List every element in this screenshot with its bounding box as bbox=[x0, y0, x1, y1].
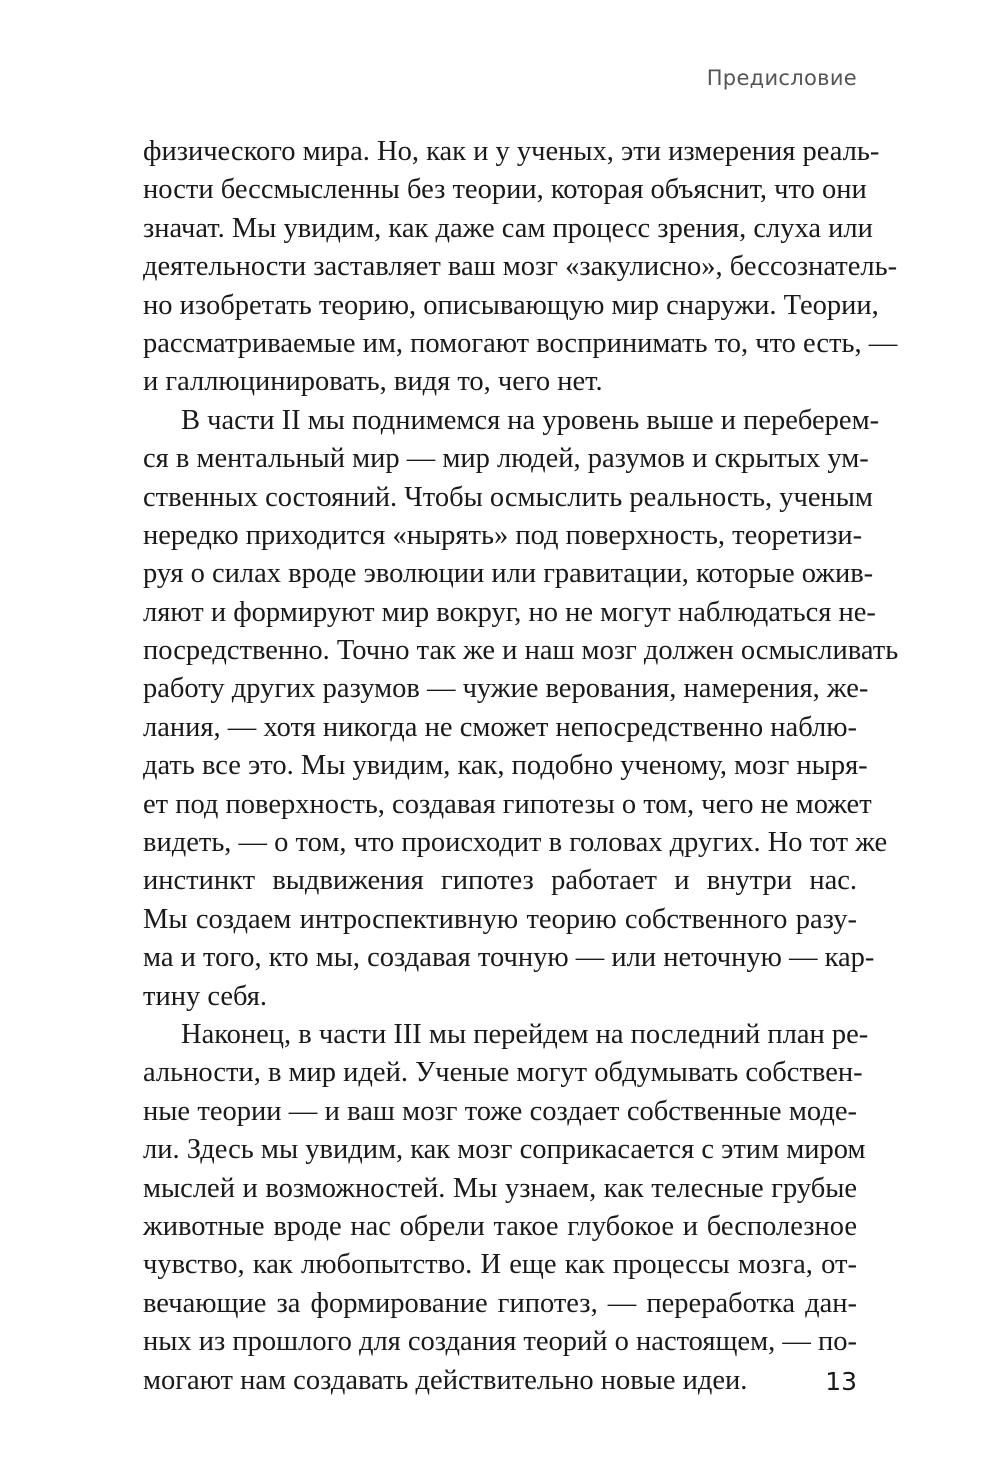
text-line: видеть, — о том, что происходит в головах других. Но тот же bbox=[143, 827, 888, 859]
text-line: альности, в мир идей. Ученые могут обдумывать собствен- bbox=[143, 1057, 863, 1089]
text-line: мыслей и возможностей. Мы узнаем, как телесные грубые bbox=[143, 1172, 857, 1204]
text-line: лания, — хотя никогда не сможет непосредственно наблю- bbox=[143, 711, 857, 743]
text-line: Наконец, в части III мы перейдем на последний план ре- bbox=[181, 1018, 869, 1050]
body-text bbox=[143, 133, 899, 1400]
text-line: ет под поверхность, создавая гипотезы о том, чего не может bbox=[143, 788, 872, 820]
text-line: ственных состояний. Чтобы осмыслить реальность, ученым bbox=[143, 481, 873, 513]
paragraph bbox=[143, 1016, 869, 1400]
text-line: дать все это. Мы увидим, как, подобно ученому, мозг ныря- bbox=[143, 750, 868, 782]
text-line: но изобретать теорию, описывающую мир снаружи. Теории, bbox=[143, 289, 879, 321]
running-head: Предисловие bbox=[706, 66, 857, 90]
text-line: В части II мы поднимемся на уровень выше и переберем- bbox=[181, 404, 880, 436]
text-line: ных из прошлого для создания теорий о настоящем, — по- bbox=[143, 1326, 857, 1358]
paragraph bbox=[143, 402, 899, 1016]
text-line: животные вроде нас обрели такое глубокое и бесполезное bbox=[143, 1210, 857, 1242]
text-line: могают нам создавать действительно новые идеи. bbox=[143, 1364, 748, 1396]
text-line: ности бессмысленны без теории, которая объяснит, что они bbox=[143, 174, 867, 206]
text-line: физического мира. Но, как и у ученых, эти измерения реаль- bbox=[143, 136, 880, 167]
text-line: деятельности заставляет ваш мозг «закулисно», бессознатель- bbox=[143, 251, 898, 283]
text-line: ные теории — и ваш мозг тоже создает собственные моде- bbox=[143, 1095, 857, 1127]
text-line: инстинкт выдвижения гипотез работает и внутри нас. bbox=[143, 865, 857, 897]
text-line: нередко приходится «нырять» под поверхность, теоретизи- bbox=[143, 519, 863, 551]
text-line: руя о силах вроде эволюции или гравитации, которые ожив- bbox=[143, 558, 874, 590]
text-line: ли. Здесь мы увидим, как мозг соприкасается с этим миром bbox=[143, 1134, 866, 1166]
text-line: чувство, как любопытство. И еще как процессы мозга, от- bbox=[143, 1249, 857, 1281]
text-line: ма и того, кто мы, создавая точную — или неточную — кар- bbox=[143, 942, 875, 974]
text-line: ся в ментальный мир — мир людей, разумов и скрытых ум- bbox=[143, 443, 869, 475]
text-line: рассматриваемые им, помогают воспринимать то, что есть, — bbox=[143, 327, 898, 359]
page-number: 13 bbox=[825, 1367, 857, 1396]
text-line: тину себя. bbox=[143, 980, 268, 1012]
text-line: ляют и формируют мир вокруг, но не могут наблюдаться не- bbox=[143, 596, 876, 628]
text-line: значат. Мы увидим, как даже сам процесс зрения, слуха или bbox=[143, 212, 873, 244]
text-line: и галлюцинировать, видя то, чего нет. bbox=[143, 366, 603, 398]
text-line: работу других разумов — чужие верования, намерения, же- bbox=[143, 673, 869, 705]
paragraph bbox=[143, 133, 898, 402]
text-line: посредственно. Точно так же и наш мозг должен осмысливать bbox=[143, 635, 899, 667]
text-line: Мы создаем интроспективную теорию собственного разу- bbox=[143, 903, 857, 935]
text-line: вечающие за формирование гипотез, — переработка дан- bbox=[143, 1287, 857, 1319]
